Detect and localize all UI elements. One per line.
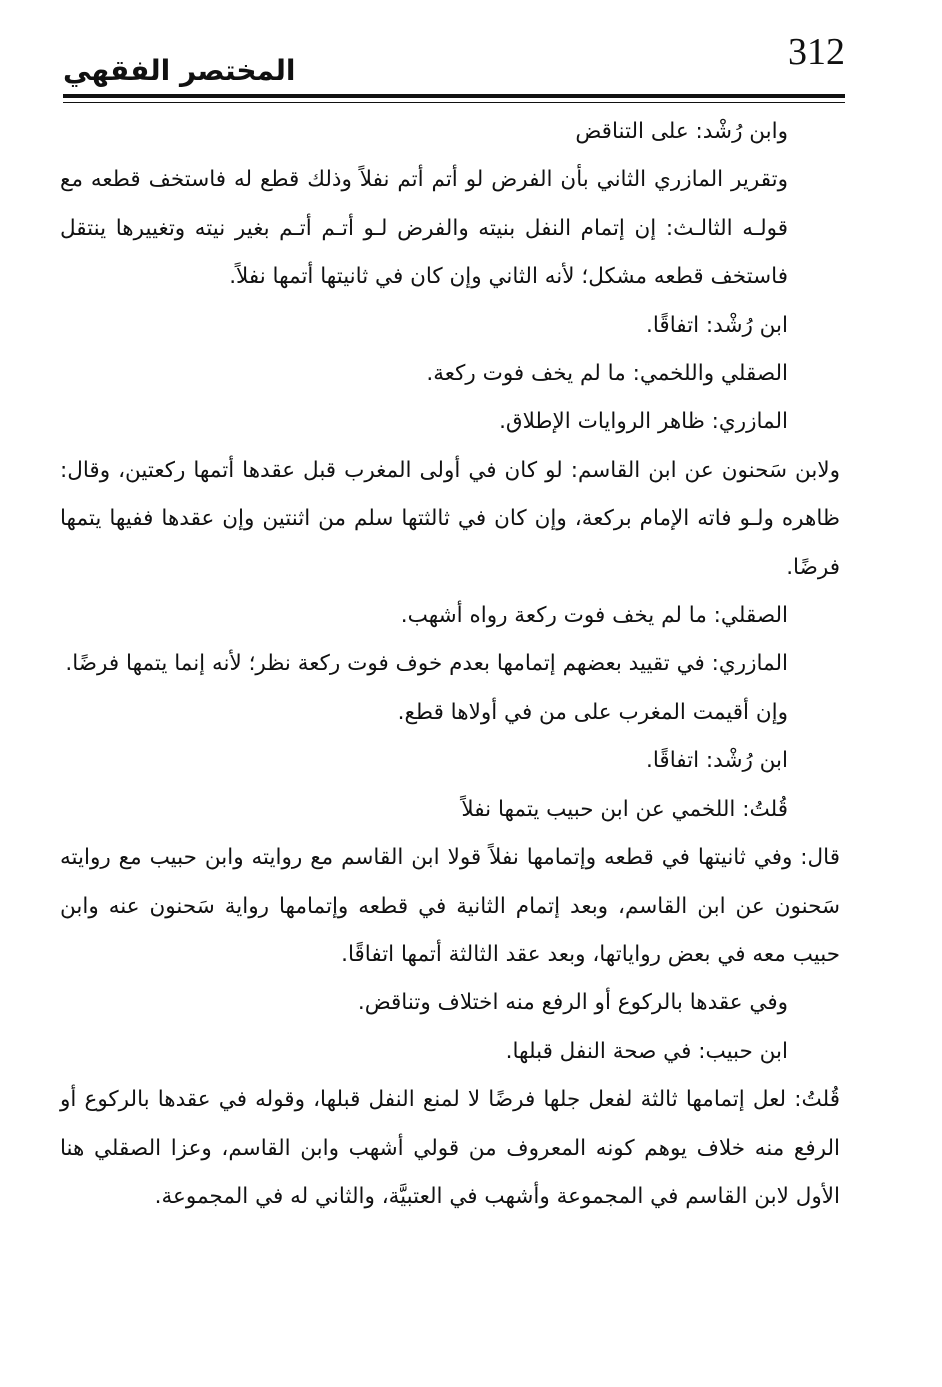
paragraph: قال: وفي ثانيتها في قطعه وإتمامها نفلاً قولا ابن القاسم مع روايته وابن حبيب مع روايته سَحنون عن ابن القاسم، وبعد إتمام الثانية في قطعه وإتمامها رواية سَحنون عنه وابن حبيب معه في بعض رواياتها، وبعد عقد الثالثة أتمها اتفاقًا.	[60, 845, 840, 967]
paragraph: وإن أقيمت المغرب على من في أولاها قطع.	[397, 699, 788, 725]
paragraph: ابن حبيب: في صحة النفل قبلها.	[505, 1038, 788, 1064]
paragraph: المازري: في تقييد بعضهم إتمامها بعدم خوف فوت ركعة نظر؛ لأنه إنما يتمها فرضًا.	[65, 651, 788, 677]
paragraph: ابن رُشْد: اتفاقًا.	[646, 312, 788, 338]
page-number: 312	[788, 31, 845, 73]
paragraph: الصقلي واللخمي: ما لم يخف فوت ركعة.	[426, 361, 788, 387]
page-header	[55, 22, 845, 104]
header-rule-thick	[63, 94, 845, 98]
header-rule-thin	[63, 102, 845, 103]
page-body	[60, 108, 840, 1221]
paragraph: ولابن سَحنون عن ابن القاسم: لو كان في أولى المغرب قبل عقدها أتمها ركعتين، وقال: ظاهره ولـو فاته الإمام بركعة، وإن كان في ثالثتها سلم من اثنتين وإن عقدها ففيها يتمها فرضًا.	[60, 457, 840, 580]
paragraph: المازري: ظاهر الروايات الإطلاق.	[499, 409, 788, 435]
paragraph: قُلتُ: اللخمي عن ابن حبيب يتمها نفلاً	[461, 796, 788, 822]
paragraph: الصقلي: ما لم يخف فوت ركعة رواه أشهب.	[400, 603, 788, 629]
book-title: المختصر الفقهي	[63, 54, 296, 87]
paragraph: ابن رُشْد: اتفاقًا.	[646, 748, 788, 774]
paragraph: وابن رُشْد: على التناقض	[575, 119, 788, 144]
paragraph: وفي عقدها بالركوع أو الرفع منه اختلاف وتناقض.	[357, 990, 788, 1016]
paragraph: وتقرير المازري الثاني بأن الفرض لو أتم أتم نفلاً وذلك قطع له فاستخف قطعه مع قولـه الثالـث: إن إتمام النفل بنيته والفرض لـو أتـم أتـم بغير نيته وتغييرها ينتقل فاستخف قطعه مشكل؛ لأنه الثاني وإن كان في ثانيتها أتمها نفلاً.	[60, 167, 788, 290]
paragraph: قُلتُ: لعل إتمامها ثالثة لفعل جلها فرضًا لا لمنع النفل قبلها، وقوله في عقدها بالركوع أو الرفع منه خلاف يوهم كونه المعروف من قولي أشهب وابن القاسم، وعزا الصقلي هنا الأول لابن القاسم في المجموعة وأشهب في العتبيَّة، والثاني له في المجموعة.	[60, 1087, 840, 1209]
